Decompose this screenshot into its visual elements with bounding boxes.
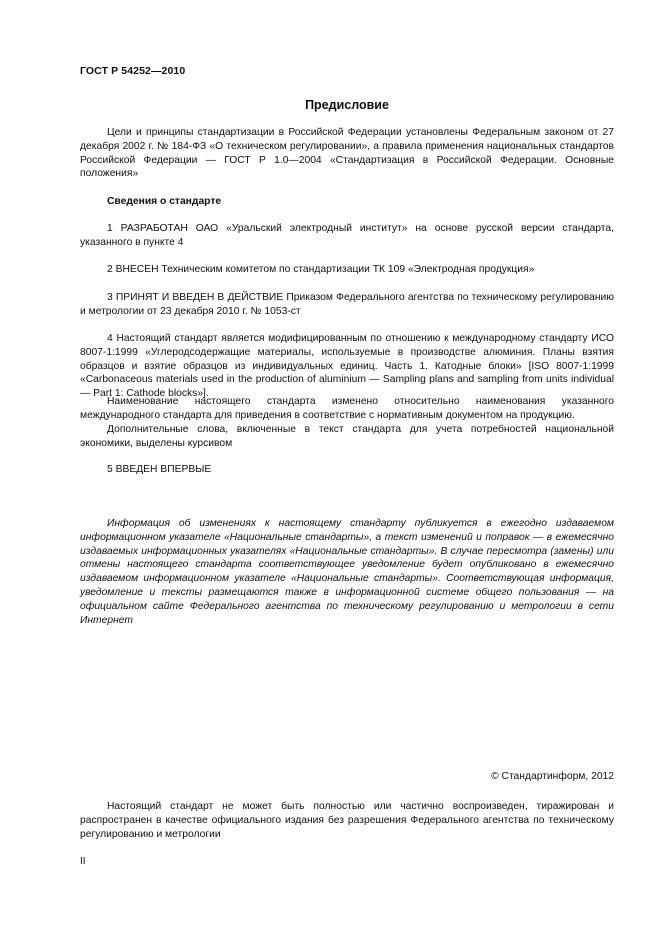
copyright: © Стандартинформ, 2012 — [491, 771, 614, 782]
changes-notice: Информация об изменениях к настоящему стандарту публикуется в ежегодно издаваемом информационном указателе «Национальные стандарты», а текст изменений и поправок — в ежемесячно издаваемых информационных указателях «Национальные стандарты». В случае пересмотра (замены) или отмены настоящего стандарта соответствующее уведомление будет опубликовано в ежемесячно издаваемом информационном указателе «Национальные стандарты». Соответствующая информация, уведомление и тексты размещаются также в информационной системе общего пользования — на официальном сайте Федерального агентства по техническому регулированию и метрологии в сети Интернет — [80, 518, 614, 626]
item-1: 1 РАЗРАБОТАН ОАО «Уральский электродный институт» на основе русской версии стандарта, указанного в пункте 4 — [80, 223, 614, 248]
info-heading: Сведения о стандарте — [107, 196, 222, 207]
page-title: Предисловие — [305, 98, 389, 112]
item-4-italic-note: Дополнительные слова, включенные в текст стандарта для учета потребностей национальной экономики, выделены курсивом — [80, 424, 614, 449]
page-number: II — [80, 856, 86, 867]
reproduction-notice: Настоящий стандарт не может быть полностью или частично воспроизведен, тиражирован и распространен в качестве официального издания без разрешения Федерального агентства по техническому регулированию и метрологии — [80, 801, 614, 840]
item-4-name-note: Наименование настоящего стандарта изменено относительно наименования указанного международного стандарта для приведения в соответствие с нормативным документом на продукцию. — [80, 396, 614, 421]
intro-paragraph: Цели и принципы стандартизации в Российской Федерации установлены Федеральным законом от 27 декабря 2002 г. № 184-ФЗ «О техническом регулировании», а правила применения национальных стандартов Российской Федерации — ГОСТ Р 1.0—2004 «Стандартизация в Российской Федерации. Основные положения» — [80, 127, 614, 180]
item-5: 5 ВВЕДЕН ВПЕРВЫЕ — [107, 464, 212, 475]
standard-id: ГОСТ Р 54252—2010 — [80, 65, 186, 77]
item-3: 3 ПРИНЯТ И ВВЕДЕН В ДЕЙСТВИЕ Приказом Федерального агентства по техническому регулированию и метрологии от 23 декабря 2010 г. № 1053-ст — [80, 292, 614, 317]
item-4: 4 Настоящий стандарт является модифицированным по отношению к международному стандарту ИСО 8007-1:1999 «Углеродсодержащие материалы, используемые в производстве алюминия. Планы взятия образцов и взятие образцов из индивидуальных единиц. Часть 1. Катодные блоки» [ISO 8007-1:1999 «Carbonaceous materials used in the production of aluminium — Sampling plans and sampling from units individual — Part 1: Cathode blocks»]. — [80, 333, 614, 400]
item-2: 2 ВНЕСЕН Техническим комитетом по стандартизации ТК 109 «Электродная продукция» — [107, 264, 535, 275]
